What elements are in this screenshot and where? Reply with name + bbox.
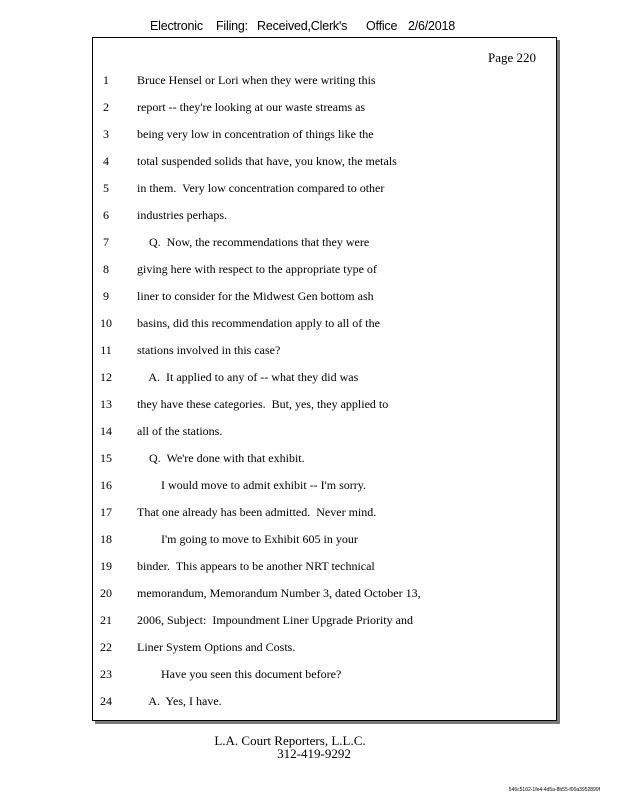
- transcript-line: [0, 73, 500, 91]
- line-number: 20: [100, 586, 112, 600]
- transcript-line: [0, 235, 500, 253]
- line-text: total suspended solids that have, you know, the metals: [137, 154, 397, 168]
- line-number: 22: [100, 640, 112, 654]
- transcript-line: [0, 451, 500, 469]
- line-number: 12: [100, 370, 112, 384]
- transcript-line: [0, 316, 500, 334]
- transcript-line: [0, 478, 500, 496]
- transcript-line: [0, 397, 500, 415]
- line-text: liner to consider for the Midwest Gen bottom ash: [137, 289, 374, 303]
- line-number: 11: [100, 343, 112, 357]
- line-text: report -- they're looking at our waste streams as: [137, 100, 366, 114]
- transcript-line: [0, 289, 500, 307]
- line-text: basins, did this recommendation apply to all of the: [137, 316, 380, 330]
- transcript-line: [0, 586, 500, 604]
- line-number: 4: [103, 154, 109, 168]
- line-number: 19: [100, 559, 112, 573]
- transcript-line: [0, 100, 500, 118]
- transcript-line: [0, 343, 500, 361]
- reporter-phone: 312-419-9292: [277, 746, 351, 761]
- transcript-line: [0, 424, 500, 442]
- reporter-firm-name: L.A. Court Reporters, L.L.C.: [214, 733, 366, 748]
- line-text: I would move to admit exhibit -- I'm sorry.: [137, 478, 367, 492]
- document-id: 546c5102-1fe4-4d5a-8b55-f00a3952899f: [508, 787, 600, 793]
- transcript-line: [0, 208, 500, 226]
- transcript-line: [0, 532, 500, 550]
- line-number: 17: [100, 505, 112, 519]
- line-text: Q. We're done with that exhibit.: [137, 451, 305, 465]
- transcript-line: [0, 694, 500, 712]
- line-text: they have these categories. But, yes, they applied to: [137, 397, 389, 411]
- line-text: Liner System Options and Costs.: [137, 640, 296, 654]
- line-number: 5: [103, 181, 109, 195]
- line-text: memorandum, Memorandum Number 3, dated October 13,: [137, 586, 421, 600]
- header-word-office: Office: [366, 19, 398, 33]
- line-text: Bruce Hensel or Lori when they were writing this: [137, 73, 376, 87]
- transcript-line: [0, 154, 500, 172]
- line-number: 24: [100, 694, 112, 708]
- line-number: 8: [103, 262, 109, 276]
- line-number: 9: [103, 289, 109, 303]
- transcript-line: [0, 127, 500, 145]
- line-text: in them. Very low concentration compared to other: [137, 181, 385, 195]
- line-number: 6: [103, 208, 109, 222]
- line-text: giving here with respect to the appropriate type of: [137, 262, 377, 276]
- page-number: Page 220: [487, 50, 536, 65]
- line-text: all of the stations.: [137, 424, 223, 438]
- line-number: 13: [100, 397, 112, 411]
- transcript-line: [0, 667, 500, 685]
- header-word-filing: Filing:: [216, 19, 248, 33]
- transcript-line: [0, 640, 500, 658]
- line-number: 23: [100, 667, 112, 681]
- line-text: 2006, Subject: Impoundment Liner Upgrade Priority and: [137, 613, 413, 627]
- line-number: 10: [100, 316, 112, 330]
- line-text: industries perhaps.: [137, 208, 227, 222]
- line-text: A. Yes, I have.: [137, 694, 222, 708]
- transcript-line: [0, 613, 500, 631]
- line-number: 14: [100, 424, 112, 438]
- line-text: A. It applied to any of -- what they did was: [137, 370, 359, 384]
- transcript-line: [0, 559, 500, 577]
- transcript-line: [0, 181, 500, 199]
- line-text: stations involved in this case?: [137, 343, 281, 357]
- line-number: 15: [100, 451, 112, 465]
- line-text: Q. Now, the recommendations that they were: [137, 235, 370, 249]
- line-number: 16: [100, 478, 112, 492]
- header-word-received-clerks: Received,Clerk's: [257, 19, 348, 33]
- line-text: That one already has been admitted. Never mind.: [137, 505, 377, 519]
- line-text: Have you seen this document before?: [137, 667, 342, 681]
- header-date: 2/6/2018: [408, 19, 456, 33]
- line-number: 2: [103, 100, 109, 114]
- line-text: I'm going to move to Exhibit 605 in your: [137, 532, 358, 546]
- header-word-electronic: Electronic: [150, 19, 203, 33]
- line-number: 3: [103, 127, 109, 141]
- line-number: 1: [103, 73, 109, 87]
- filing-stamp-header: [0, 19, 618, 37]
- line-text: binder. This appears to be another NRT technical: [137, 559, 375, 573]
- transcript-line: [0, 370, 500, 388]
- transcript-line: [0, 262, 500, 280]
- transcript-line: [0, 505, 500, 523]
- line-text: being very low in concentration of things like the: [137, 127, 374, 141]
- line-number: 7: [103, 235, 109, 249]
- line-number: 21: [100, 613, 112, 627]
- line-number: 18: [100, 532, 112, 546]
